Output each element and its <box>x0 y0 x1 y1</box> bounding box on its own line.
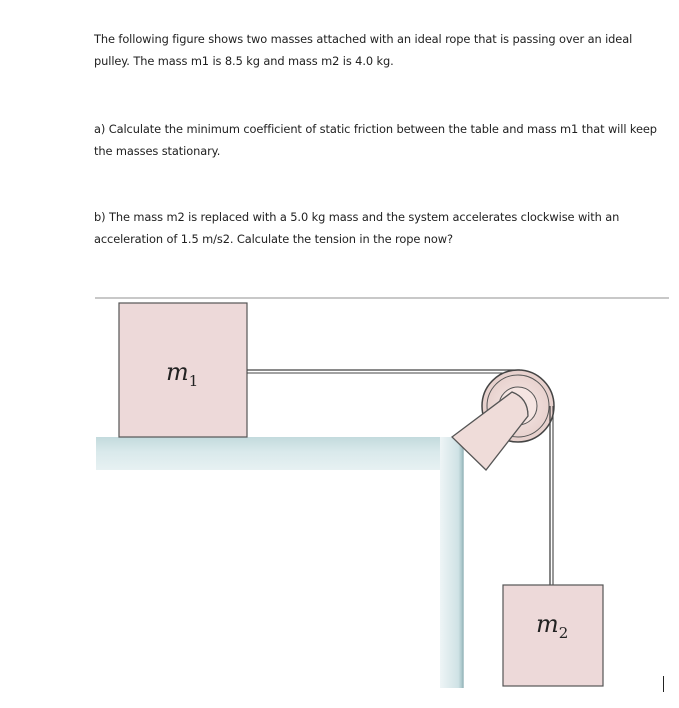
question-part-a: a) Calculate the minimum coefficient of static friction between the table and mass m1 that will keep the masses stationary. <box>94 122 657 158</box>
question-part-b: b) The mass m2 is replaced with a 5.0 kg mass and the system accelerates clockwise with an acceleration of 1.5 m/s2. Calculate the tension in the rope now? <box>94 210 620 246</box>
mass2-label: $m_2$ <box>536 610 569 642</box>
mass1-label: $m_1$ <box>166 358 199 390</box>
table-body <box>96 470 446 688</box>
intro-paragraph: The following figure shows two masses attached with an ideal rope that is passing over an ideal pulley. The mass m1 is 8.5 kg and mass m2 is 4.0 kg. <box>94 32 633 68</box>
table-corner-shade <box>440 437 463 688</box>
text-cursor <box>663 676 664 692</box>
